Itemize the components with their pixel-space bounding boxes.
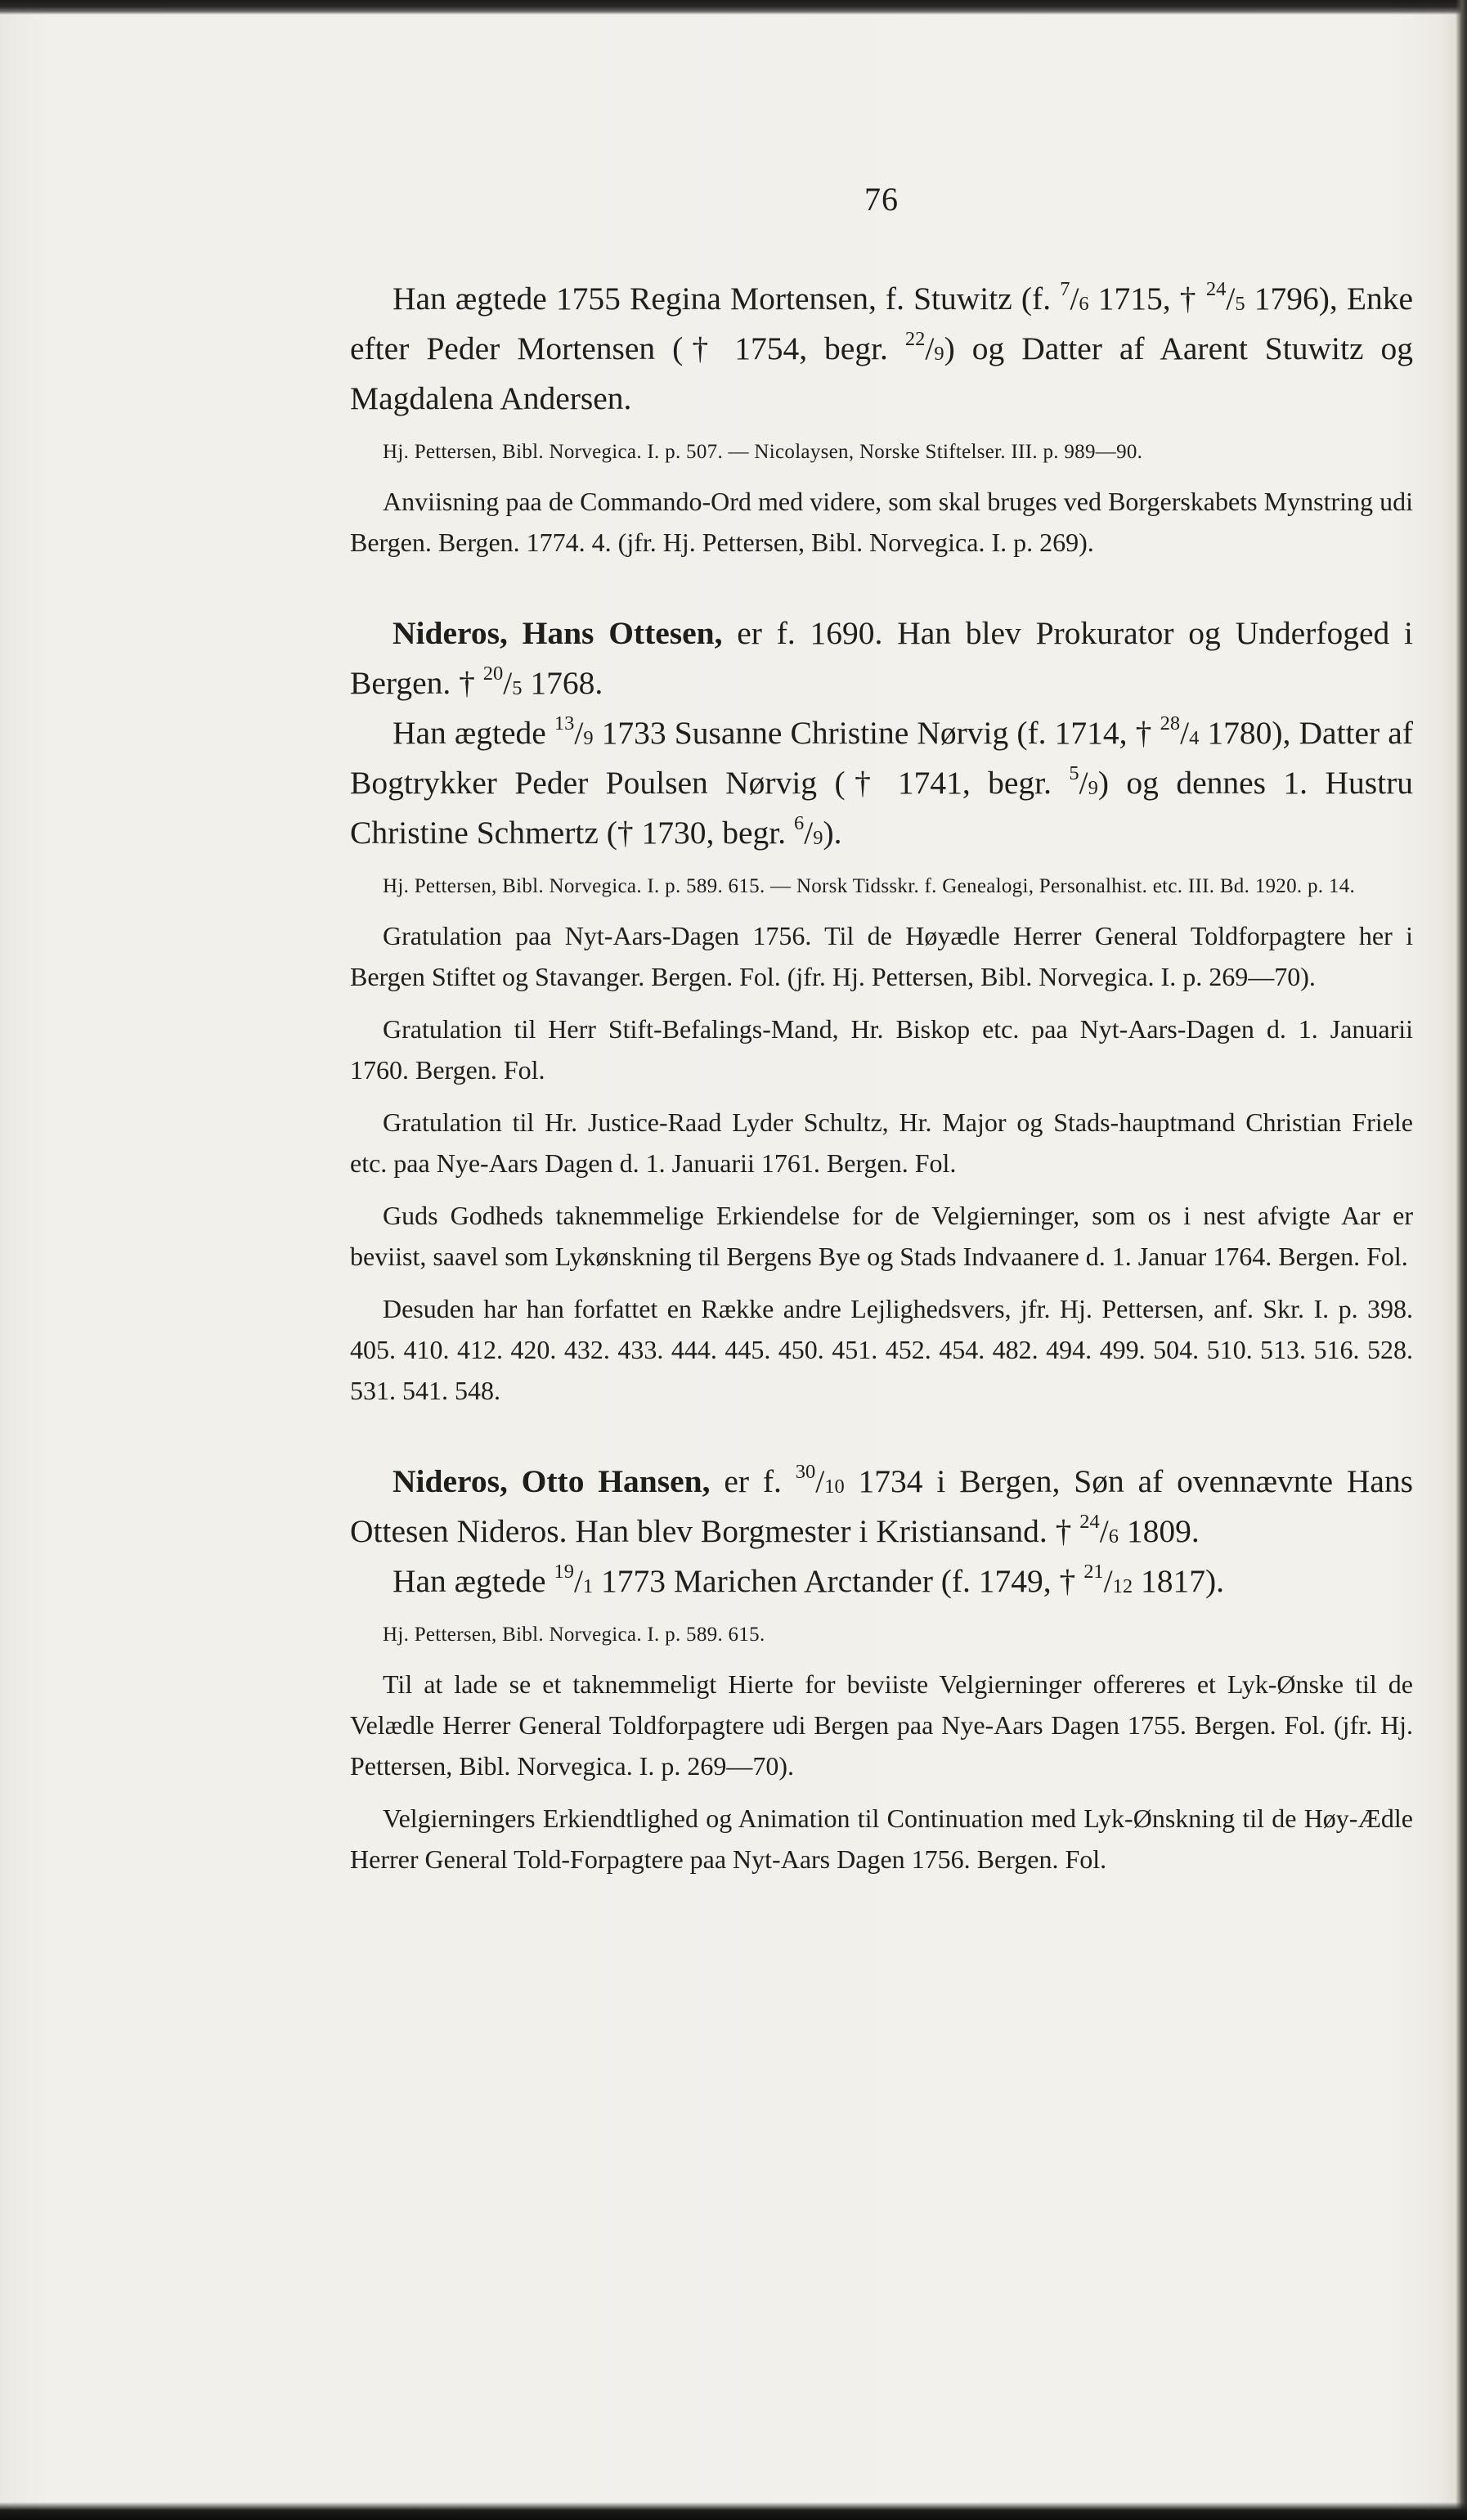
- biography-text: er f. $^{30}/_{10}$ 1734 i Bergen, Søn af ovennævnte Hans Ottesen Nideros. Han blev Borgmester i Kristiansand. † $^{24}/_6$ 1809.: [350, 1460, 1414, 1549]
- person-name: Nideros, Otto Hansen,: [393, 1463, 711, 1499]
- work-title: Guds Godheds taknemmelige Erkiendelse for de Velgierninger, som os i nest afvigte Aar er beviist, saavel som Lykønskning til Bergens Bye og Stads Indvaanere d. 1. Januar 1764. Bergen. Fol.: [350, 1201, 1413, 1271]
- work-title: Gratulation til Hr. Justice-Raad Lyder Schultz, Hr. Major og Stads-hauptmand Christian Friele etc. paa Nye-Aars Dagen d. 1. Januarii 1761. Bergen. Fol.: [350, 1107, 1413, 1178]
- page-bottom-shadow: [0, 2502, 1467, 2520]
- work-title: Gratulation til Herr Stift-Befalings-Mand, Hr. Biskop etc. paa Nyt-Aars-Dagen d. 1. Januarii 1760. Bergen. Fol.: [350, 1014, 1413, 1085]
- entry-hans-ottesen: [350, 609, 1413, 1411]
- source-reference: Hj. Pettersen, Bibl. Norvegica. I. p. 589. 615. — Norsk Tidsskr. f. Genealogi, Personalhist. etc. III. Bd. 1920. p. 14.: [383, 875, 1356, 897]
- biography-text: er f. 1690. Han blev Prokurator og Underfoged i Bergen. † $^{20}/_5$ 1768.: [350, 615, 1413, 701]
- entry-regina: [350, 274, 1413, 563]
- page-number: 76: [864, 181, 899, 218]
- entry-heading-paragraph: [350, 609, 1413, 708]
- entry-otto-hansen: [350, 1457, 1413, 1880]
- text-flow: [350, 274, 1413, 1880]
- marriage-paragraph: Han ægtede $^{13}/_9$ 1733 Susanne Christine Nørvig (f. 1714, † $^{28}/_4$ 1780), Datter af Bogtrykker Peder Poulsen Nørvig († 1741, begr. $^5/_9$) og dennes 1. Hustru Christine Schmertz († 1730, begr. $^6/_9$).: [350, 712, 1413, 851]
- work-title: Velgierningers Erkiendtlighed og Animation til Continuation med Lyk-Ønskning til de Høy-Ædle Herrer General Told-Forpagtere paa Nyt-Aars Dagen 1756. Bergen. Fol.: [350, 1804, 1413, 1874]
- source-reference: Hj. Pettersen, Bibl. Norvegica. I. p. 589. 615.: [383, 1624, 765, 1646]
- person-name: Nideros, Hans Ottesen,: [393, 615, 723, 651]
- work-title: Til at lade se et taknemmeligt Hierte for beviiste Velgierninger offereres et Lyk-Ønske til de Velædle Herrer General Toldforpagtere udi Bergen paa Nye-Aars Dagen 1755. Bergen. Fol. (jfr. Hj. Pettersen, Bibl. Norvegica. I. p. 269—70).: [350, 1669, 1413, 1781]
- entry-heading-paragraph: [350, 1457, 1413, 1556]
- page-top-shadow: [0, 0, 1467, 15]
- marriage-paragraph: Han ægtede $^{19}/_1$ 1773 Marichen Arctander (f. 1749, † $^{21}/_{12}$ 1817).: [393, 1560, 1225, 1599]
- work-title: Gratulation paa Nyt-Aars-Dagen 1756. Til de Høyædle Herrer General Toldforpagtere her i Bergen Stiftet og Stavanger. Bergen. Fol. (jfr. Hj. Pettersen, Bibl. Norvegica. I. p. 269—70).: [350, 921, 1413, 991]
- work-title: Anviisning paa de Commando-Ord med videre, som skal bruges ved Borgerskabets Mynstring udi Bergen. Bergen. 1774. 4. (jfr. Hj. Pettersen, Bibl. Norvegica. I. p. 269).: [350, 487, 1413, 557]
- other-works-note: Desuden har han forfattet en Række andre Lejlighedsvers, jfr. Hj. Pettersen, anf. Skr. I. p. 398. 405. 410. 412. 420. 432. 433. 444. 445. 450. 451. 452. 454. 482. 494. 499. 504. 510. 513. 516. 528. 531. 541. 548.: [350, 1294, 1413, 1405]
- source-reference: Hj. Pettersen, Bibl. Norvegica. I. p. 507. — Nicolaysen, Norske Stiftelser. III. p. 989—90.: [383, 441, 1143, 463]
- page-right-shadow: [1456, 0, 1467, 2520]
- marriage-paragraph: Han ægtede 1755 Regina Mortensen, f. Stuwitz (f. $^7/_6$ 1715, † $^{24}/_5$ 1796), Enke efter Peder Mortensen († 1754, begr. $^{22}/_9$) og Datter af Aarent Stuwitz og Magdalena Andersen.: [350, 277, 1413, 416]
